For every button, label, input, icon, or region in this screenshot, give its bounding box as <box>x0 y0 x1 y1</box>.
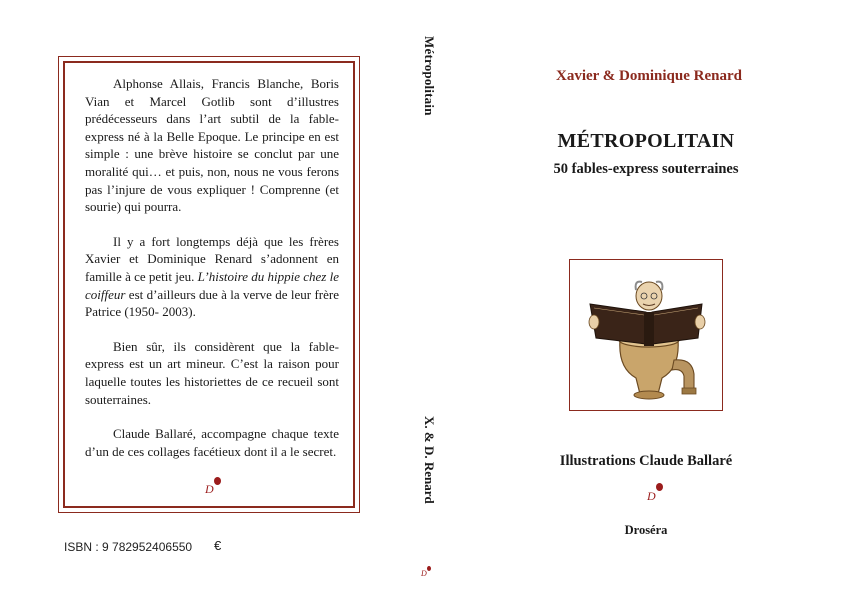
logo-letter: D <box>205 482 214 496</box>
cover-illustration <box>569 259 723 411</box>
back-paragraph-1: Alphonse Allais, Francis Blanche, Boris Vian et Marcel Gotlib sont d’illustres prédécesseurs dans l’art subtil de la fable-express né à la Belle Epoque. Le principe en est simple : une brève histoire se conclut par une moralité qui… et puis, non, nous ne vous ferons pas l’injure de vous expliquer ! Comprenne (et sourie) qui pourra. <box>85 76 339 215</box>
spine-author: X. & D. Renard <box>422 416 437 504</box>
back-cover-frame <box>58 56 360 513</box>
front-logo-icon <box>644 481 666 505</box>
toilet-reader-illustration-icon <box>570 260 724 412</box>
back-paragraph-2-start: Il y a fort longtemps déjà que les frères Xavier et Dominique Renard s’adonnent en famille à ce petit jeu. <box>85 233 339 284</box>
book-subtitle: 50 fables-express souterraines <box>553 161 739 177</box>
book-title: MÉTROPOLITAIN <box>557 130 735 152</box>
front-logo-dot <box>656 483 663 491</box>
front-authors: Xavier & Dominique Renard <box>556 68 742 84</box>
back-cover-text <box>85 75 339 477</box>
logo-dot <box>214 477 221 485</box>
back-paragraph-3: Bien sûr, ils considèrent que la fable-express est un art mineur. C’est la raison pour laquelle toutes les historiettes de ce recueil sont souterraines. <box>85 338 339 407</box>
illustrator-line: Illustrations Claude Ballaré <box>559 453 733 469</box>
back-paragraph-2-end: est d’ailleurs due à la verve de leur frère Patrice (1950- 2003). <box>85 286 339 320</box>
back-paragraph-2 <box>85 233 339 321</box>
front-logo-letter: D <box>647 489 656 503</box>
back-paragraph-2-italic: L’histoire du hippie chez le coiffeur <box>85 268 339 302</box>
publisher-logo-icon <box>203 477 223 499</box>
publisher-name: Droséra <box>624 523 668 537</box>
back-cover-inner-border <box>63 61 355 508</box>
spine-logo-dot <box>427 566 431 571</box>
spine-logo-letter: D <box>421 569 427 578</box>
back-paragraph-4: Claude Ballaré, accompagne chaque texte d’un de ces collages facétieux dont il a le secret. <box>85 426 339 459</box>
spine-logo-icon <box>420 566 434 580</box>
price-symbol: € <box>214 538 222 553</box>
spine-title: Métropolitain <box>422 36 437 116</box>
isbn: ISBN : 9 782952406550 <box>64 540 193 554</box>
